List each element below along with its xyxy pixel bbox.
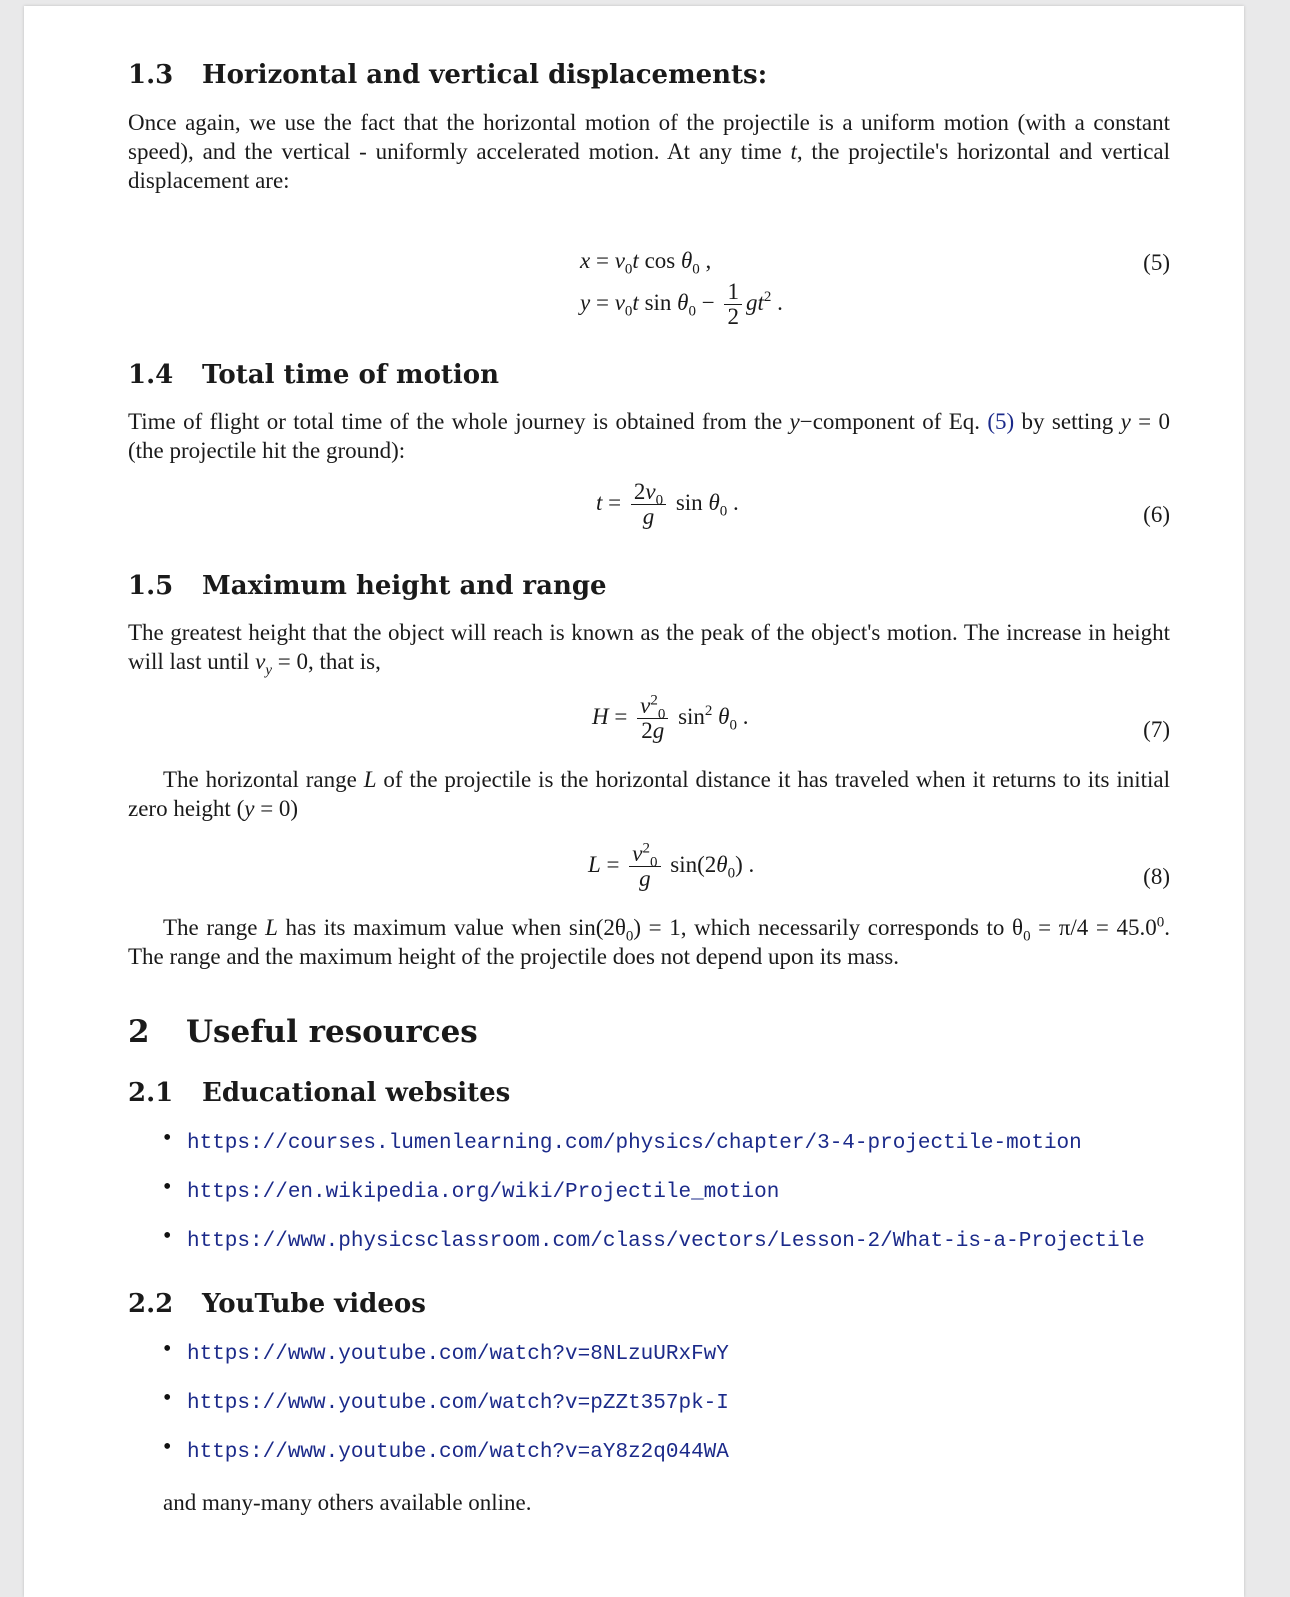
section-number: 1.5: [128, 571, 174, 601]
equation-number: (7): [1143, 717, 1170, 742]
text-run: = 0): [254, 796, 299, 821]
text-run: Once again, we use the fact that the horizontal motion of the projectile is a uniform motion (with a constant speed), and the vertical - uniformly accelerated motion. At any time: [128, 110, 1170, 164]
math-var: y: [789, 409, 800, 434]
section-number: 2: [128, 1014, 150, 1050]
math-var: y: [244, 796, 255, 821]
section-1-4-heading: [128, 360, 499, 390]
section-number: 1.4: [128, 360, 174, 390]
section-number: 2.2: [128, 1289, 174, 1319]
text-run: The greatest height that the object will reach is known as the peak of the object's motion. The increase in height will last until: [128, 620, 1170, 674]
text-run: , the projectile's horizontal and vertical displacement are:: [128, 139, 1171, 193]
math-var: L: [363, 767, 377, 792]
text-run: ) = 1, which necessarily corresponds to θ: [633, 915, 1024, 940]
section-1-3-heading: [128, 60, 767, 90]
list-item: [163, 1386, 729, 1435]
text-run: by setting: [1014, 409, 1121, 434]
section-title: Educational websites: [202, 1078, 511, 1108]
paragraph-5: [128, 913, 1170, 971]
paragraph-3: [128, 618, 1170, 679]
text-run: = 0, that is,: [272, 649, 381, 674]
math-var: L: [265, 915, 278, 940]
section-number: 1.3: [128, 60, 174, 90]
closing-text: and many-many others available online.: [163, 1490, 532, 1515]
list-item: [163, 1175, 1145, 1224]
document-page: [24, 6, 1244, 1597]
section-2-heading: [128, 1014, 478, 1050]
section-number: 2.1: [128, 1078, 174, 1108]
equation-5-line-2: $y = v_0t$ $\sin \theta_0$ − $\frac{1}{2}$ $gt^2$ .: [580, 279, 783, 329]
equation-5-line-1: $x = v_0t$ $\cos \theta_0$ ,: [580, 248, 712, 278]
math-var: t: [790, 139, 797, 164]
section-title: Horizontal and vertical displacements:: [202, 60, 768, 90]
math-var: v: [255, 649, 266, 674]
section-1-5-heading: [128, 571, 607, 601]
list-item: [163, 1435, 729, 1484]
list-item: [163, 1337, 729, 1386]
websites-list: [163, 1126, 1145, 1273]
math-sub: 0: [1023, 928, 1031, 945]
equation-number: (5): [1143, 250, 1170, 275]
section-title: Total time of motion: [202, 360, 500, 390]
equation-number: (6): [1143, 502, 1170, 527]
paragraph-4: [128, 765, 1170, 823]
text-run: = 0 (the projectile hit the ground):: [128, 409, 1170, 463]
website-link[interactable]: https://www.physicsclassroom.com/class/vectors/Lesson-2/What-is-a-Projectile: [187, 1230, 1145, 1253]
text-run: = π/4 = 45.0: [1030, 915, 1157, 940]
video-link[interactable]: https://www.youtube.com/watch?v=pZZt357pk-I: [187, 1392, 729, 1415]
equation-ref-link[interactable]: (5): [987, 409, 1015, 434]
website-link[interactable]: https://courses.lumenlearning.com/physics/chapter/3-4-projectile-motion: [187, 1132, 1082, 1155]
video-link[interactable]: https://www.youtube.com/watch?v=8NLzuURxFwY: [187, 1343, 729, 1366]
text-run: −component of Eq.: [799, 409, 988, 434]
text-run: Time of flight or total time of the whole journey is obtained from the: [128, 409, 790, 434]
videos-list: [163, 1337, 729, 1484]
math-var: y: [1120, 409, 1131, 434]
math-sub: y: [265, 662, 273, 679]
equation-6: t = $\frac{2v_0}{g}$ $\sin \theta_0$ .: [596, 479, 739, 529]
video-link[interactable]: https://www.youtube.com/watch?v=aY8z2q044WA: [187, 1441, 729, 1464]
section-2-2-heading: [128, 1289, 426, 1319]
section-title: Useful resources: [186, 1014, 478, 1050]
text-run: of the projectile is the horizontal distance it has traveled when it returns to its initial zero height (: [128, 767, 1170, 821]
equation-7: H = $\frac{v^2_0}{2g}$ $\sin^2 \theta_0$ .: [592, 692, 749, 743]
list-item: [163, 1224, 1145, 1273]
section-title: Maximum height and range: [202, 571, 607, 601]
paragraph-1: [128, 108, 1170, 195]
paragraph-2: [128, 407, 1170, 465]
text-run: The horizontal range: [163, 767, 364, 792]
text-run: . The range and the maximum height of the projectile does not depend upon its mass.: [128, 915, 1170, 969]
math-sub: 0: [625, 928, 634, 945]
equation-8: L = $\frac{v^2_0}{g}$ $\sin(2\theta_0)$ .: [588, 840, 755, 891]
text-run: The range: [163, 915, 266, 940]
website-link[interactable]: https://en.wikipedia.org/wiki/Projectile_motion: [187, 1181, 780, 1204]
section-2-1-heading: [128, 1078, 510, 1108]
section-title: YouTube videos: [202, 1289, 426, 1319]
list-item: [163, 1126, 1145, 1175]
math-sup: 0: [1156, 914, 1165, 931]
equation-number: (8): [1143, 864, 1170, 889]
text-run: has its maximum value when sin(2θ: [277, 915, 626, 940]
